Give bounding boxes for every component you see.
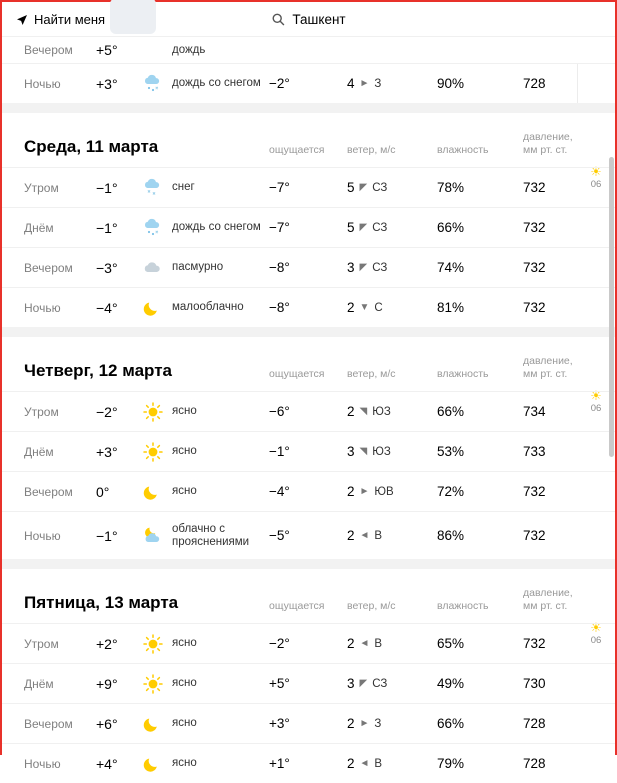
row-pressure: 732 xyxy=(523,220,546,235)
wind-arrow-icon: ◤ xyxy=(359,262,368,273)
row-feels: −7° xyxy=(269,180,290,195)
row-feels: −7° xyxy=(269,220,290,235)
row-part: Днём xyxy=(24,444,54,459)
wind-arrow-icon: ◤ xyxy=(359,222,368,233)
wind-arrow-icon: ◥ xyxy=(359,446,368,457)
wind-arrow-icon: ◤ xyxy=(359,678,368,689)
day-card xyxy=(2,113,615,327)
row-humidity: 49% xyxy=(437,676,465,691)
moon-icon xyxy=(142,481,172,503)
wind-direction: В xyxy=(374,637,383,650)
day-title: Среда, 11 марта xyxy=(24,137,159,156)
row-condition: дождь со снегом xyxy=(172,221,261,233)
wind-speed: 4 xyxy=(347,76,355,91)
row-wind xyxy=(347,220,437,235)
col-header-pressure-l1: давление, xyxy=(523,355,573,367)
wind-speed: 2 xyxy=(347,300,355,315)
row-feels: −1° xyxy=(269,444,290,459)
row-part: Вечером xyxy=(24,43,73,57)
wind-direction: СЗ xyxy=(372,677,388,690)
row-feels: −2° xyxy=(269,76,290,91)
col-header-pressure-l2: мм рт. ст. xyxy=(523,144,568,156)
row-temp: +6° xyxy=(96,715,118,732)
col-header-feels: ощущается xyxy=(269,368,325,380)
find-me-button[interactable] xyxy=(2,12,105,27)
row-wind xyxy=(347,636,437,651)
row-feels: +1° xyxy=(269,756,290,771)
wind-direction: ЮВ xyxy=(374,485,394,498)
sun-icon xyxy=(142,633,172,655)
row-part: Днём xyxy=(24,220,54,235)
row-temp: +4° xyxy=(96,755,118,772)
row-part: Ночью xyxy=(24,756,61,771)
row-condition: ясно xyxy=(172,677,197,689)
wind-speed: 2 xyxy=(347,636,355,651)
moon-icon xyxy=(142,297,172,319)
row-condition: снег xyxy=(172,181,195,193)
wind-speed: 2 xyxy=(347,756,355,771)
wind-arrow-icon: ► xyxy=(359,718,370,729)
wind-speed: 5 xyxy=(347,220,355,235)
forecast-row xyxy=(2,287,615,327)
partial-row-clipped xyxy=(2,37,615,63)
row-condition: пасмурно xyxy=(172,261,224,273)
moon-icon xyxy=(142,753,172,775)
row-feels: −5° xyxy=(269,528,290,543)
wind-direction: ЮЗ xyxy=(372,405,391,418)
row-part: Ночью xyxy=(24,300,61,315)
day-card xyxy=(2,569,615,783)
row-wind xyxy=(347,676,437,691)
row-wind xyxy=(347,76,437,91)
wind-arrow-icon: ◥ xyxy=(359,406,368,417)
sun-icon xyxy=(142,673,172,695)
row-condition: малооблачно xyxy=(172,301,244,313)
top-bar xyxy=(2,2,615,37)
col-header-pressure-l2: мм рт. ст. xyxy=(523,368,568,380)
day-title: Пятница, 13 марта xyxy=(24,593,179,612)
col-header-pressure-l1: давление, xyxy=(523,587,573,599)
row-temp: +9° xyxy=(96,675,118,692)
col-header-pressure-l1: давление, xyxy=(523,131,573,143)
row-temp: 0° xyxy=(96,483,110,500)
day-title: Четверг, 12 марта xyxy=(24,361,172,380)
sun-icon: ☀ xyxy=(590,620,602,635)
wind-direction: З xyxy=(374,717,382,730)
sunrise-time: 06 xyxy=(590,403,602,414)
row-feels: −2° xyxy=(269,636,290,651)
wind-arrow-icon: ◄ xyxy=(359,638,370,649)
forecast-row xyxy=(2,388,615,431)
row-feels: −4° xyxy=(269,484,290,499)
row-condition: ясно xyxy=(172,405,197,417)
row-part: Утром xyxy=(24,404,59,419)
row-humidity: 66% xyxy=(437,220,465,235)
row-humidity: 81% xyxy=(437,300,465,315)
sun-icon xyxy=(142,401,172,423)
forecast-row xyxy=(2,247,615,287)
wind-arrow-icon: ◄ xyxy=(359,530,370,541)
row-condition: ясно xyxy=(172,485,197,497)
row-humidity: 72% xyxy=(437,484,465,499)
row-wind xyxy=(347,404,437,419)
wind-direction: ЮЗ xyxy=(372,445,391,458)
day-header xyxy=(2,113,615,167)
col-header-humidity: влажность xyxy=(437,368,489,380)
col-header-pressure xyxy=(523,131,603,157)
wind-direction: В xyxy=(374,757,383,770)
row-condition: дождь xyxy=(172,43,206,56)
row-wind xyxy=(347,528,437,543)
row-pressure: 728 xyxy=(523,756,546,771)
row-pressure: 728 xyxy=(523,716,546,731)
day-header xyxy=(2,569,615,623)
col-header-wind: ветер, м/с xyxy=(347,368,396,380)
row-pressure: 728 xyxy=(523,76,546,91)
wind-speed: 2 xyxy=(347,716,355,731)
wind-arrow-icon: ◤ xyxy=(359,182,368,193)
row-condition: ясно xyxy=(172,717,197,729)
col-header-feels: ощущается xyxy=(269,144,325,156)
row-pressure: 732 xyxy=(523,528,546,543)
forecast-row xyxy=(2,63,615,103)
row-temp: −2° xyxy=(96,403,118,420)
row-part: Вечером xyxy=(24,260,73,275)
wind-arrow-icon: ◄ xyxy=(359,758,370,769)
row-humidity: 86% xyxy=(437,528,465,543)
search-icon xyxy=(271,13,284,26)
row-humidity: 66% xyxy=(437,404,465,419)
row-wind xyxy=(347,300,437,315)
sun-icon: ☀ xyxy=(590,164,602,179)
col-header-humidity: влажность xyxy=(437,144,489,156)
row-wind xyxy=(347,444,437,459)
col-header-pressure-l2: мм рт. ст. xyxy=(523,600,568,612)
row-part: Утром xyxy=(24,636,59,651)
row-part: Днём xyxy=(24,676,54,691)
row-humidity: 53% xyxy=(437,444,465,459)
row-condition: ясно xyxy=(172,445,197,457)
forecast-row xyxy=(2,663,615,703)
row-wind xyxy=(347,484,437,499)
wind-speed: 2 xyxy=(347,404,355,419)
row-pressure: 732 xyxy=(523,300,546,315)
scrollbar-thumb[interactable] xyxy=(609,157,614,457)
row-temp: −4° xyxy=(96,299,118,316)
scrollbar[interactable] xyxy=(608,37,615,756)
row-feels: −6° xyxy=(269,404,290,419)
column-divider xyxy=(577,64,578,103)
row-humidity: 65% xyxy=(437,636,465,651)
wind-direction: СЗ xyxy=(372,261,388,274)
col-header-wind: ветер, м/с xyxy=(347,144,396,156)
row-wind xyxy=(347,260,437,275)
wind-direction: СЗ xyxy=(372,221,388,234)
row-pressure: 732 xyxy=(523,260,546,275)
search-field[interactable] xyxy=(271,12,345,27)
day-header xyxy=(2,337,615,391)
row-part: Ночью xyxy=(24,528,61,543)
row-temp: −1° xyxy=(96,527,118,544)
tab-ghost xyxy=(110,0,156,34)
row-part: Ночью xyxy=(24,76,61,91)
row-condition: облачно с прояснениями xyxy=(172,522,250,548)
wind-speed: 5 xyxy=(347,180,355,195)
row-temp: −1° xyxy=(96,219,118,236)
day-card xyxy=(2,337,615,559)
col-header-feels: ощущается xyxy=(269,600,325,612)
col-header-humidity: влажность xyxy=(437,600,489,612)
forecast-row xyxy=(2,471,615,511)
forecast-row xyxy=(2,164,615,207)
row-temp: +5° xyxy=(96,42,118,58)
sunrise-time: 06 xyxy=(590,179,602,190)
row-pressure: 732 xyxy=(523,180,546,195)
row-wind xyxy=(347,716,437,731)
sun-icon: ☀ xyxy=(590,388,602,403)
cloudy-icon xyxy=(142,257,172,279)
moon-icon xyxy=(142,713,172,735)
row-part: Вечером xyxy=(24,484,73,499)
row-wind xyxy=(347,180,437,195)
wind-speed: 3 xyxy=(347,260,355,275)
forecast-row xyxy=(2,620,615,663)
moon-cloud-icon xyxy=(142,525,172,547)
search-value: Ташкент xyxy=(292,11,346,27)
row-part: Утром xyxy=(24,180,59,195)
row-part: Вечером xyxy=(24,716,73,731)
day-card-partial xyxy=(2,37,615,103)
row-feels: +3° xyxy=(269,716,290,731)
row-feels: −8° xyxy=(269,260,290,275)
col-header-wind: ветер, м/с xyxy=(347,600,396,612)
row-humidity: 66% xyxy=(437,716,465,731)
row-condition: ясно xyxy=(172,757,197,769)
forecast-row xyxy=(2,743,615,783)
sun-icon xyxy=(142,441,172,463)
wind-direction: З xyxy=(374,77,382,90)
rain-with-snow-icon xyxy=(142,73,172,95)
col-header-pressure xyxy=(523,587,603,613)
forecast-row xyxy=(2,431,615,471)
row-feels: +5° xyxy=(269,676,290,691)
location-arrow-icon xyxy=(16,14,28,26)
col-header-pressure xyxy=(523,355,603,381)
row-temp: −1° xyxy=(96,179,118,196)
wind-direction: С xyxy=(374,301,383,314)
row-condition: дождь со снегом xyxy=(172,77,261,89)
row-temp: −3° xyxy=(96,259,118,276)
forecast-row xyxy=(2,207,615,247)
wind-speed: 2 xyxy=(347,484,355,499)
row-pressure: 732 xyxy=(523,636,546,651)
row-condition: ясно xyxy=(172,637,197,649)
wind-direction: СЗ xyxy=(372,181,388,194)
forecast-row xyxy=(2,511,615,559)
wind-speed: 2 xyxy=(347,528,355,543)
row-pressure: 733 xyxy=(523,444,546,459)
row-humidity: 79% xyxy=(437,756,465,771)
row-wind xyxy=(347,756,437,771)
sunrise-time: 06 xyxy=(590,635,602,646)
row-pressure: 732 xyxy=(523,484,546,499)
wind-speed: 3 xyxy=(347,444,355,459)
forecast-scroll-area[interactable] xyxy=(2,37,615,772)
row-humidity: 78% xyxy=(437,180,465,195)
wind-arrow-icon: ▼ xyxy=(359,302,370,313)
wind-arrow-icon: ► xyxy=(359,486,370,497)
row-humidity: 90% xyxy=(437,76,465,91)
wind-speed: 3 xyxy=(347,676,355,691)
row-feels: −8° xyxy=(269,300,290,315)
row-humidity: 74% xyxy=(437,260,465,275)
snow-icon xyxy=(142,177,172,199)
row-pressure: 730 xyxy=(523,676,546,691)
row-temp: +3° xyxy=(96,443,118,460)
forecast-row xyxy=(2,37,615,63)
find-me-label: Найти меня xyxy=(34,11,106,27)
wind-arrow-icon: ► xyxy=(359,78,370,89)
wind-direction: В xyxy=(374,529,383,542)
rain-with-snow-icon xyxy=(142,217,172,239)
row-temp: +3° xyxy=(96,75,118,92)
row-temp: +2° xyxy=(96,635,118,652)
forecast-row xyxy=(2,703,615,743)
row-pressure: 734 xyxy=(523,404,546,419)
